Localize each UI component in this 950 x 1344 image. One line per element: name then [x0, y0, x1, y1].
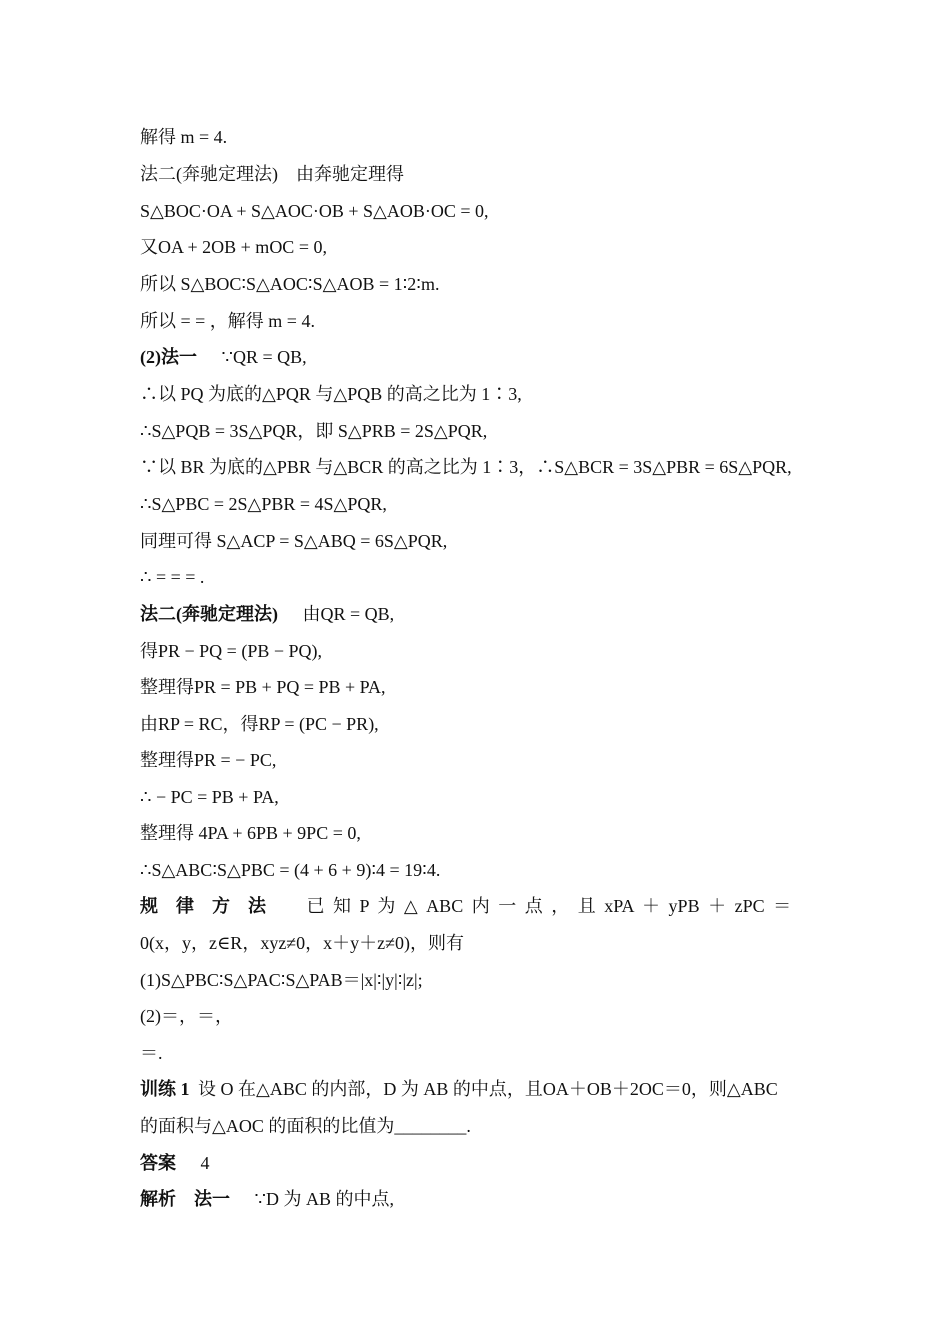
- text-line: 法二(奔驰定理法) 由奔驰定理得: [140, 164, 404, 184]
- text-line: 整理得PR = − PC,: [140, 750, 277, 770]
- answer-label: 答案: [140, 1153, 176, 1173]
- text-line: 又OA + 2OB + mOC = 0,: [140, 237, 327, 257]
- text-line: ∴ = = = .: [140, 567, 205, 587]
- text-line: (2)＝，＝，: [140, 1006, 233, 1026]
- answer-value: 4: [200, 1153, 210, 1173]
- exercise-label: 训练 1: [140, 1079, 190, 1099]
- text-line: [140, 1149, 812, 1177]
- text-line: 整理得 4PA + 6PB + 9PC = 0,: [140, 823, 361, 843]
- text-line: 的面积与△AOC 的面积的比值为________.: [140, 1116, 471, 1136]
- text-line: 同理可得 S△ACP = S△ABQ = 6S△PQR,: [140, 531, 448, 551]
- text-line: ∵以 BR 为底的△PBR 与△BCR 的高之比为 1∶3，∴S△BCR = 3S△PBR = 6S△PQR,: [140, 457, 792, 477]
- analysis-label: 解析 法一: [140, 1189, 230, 1209]
- text-line: 得PR − PQ = (PB − PQ),: [140, 641, 322, 661]
- text-line: ＝.: [140, 1043, 163, 1063]
- text-line: 所以 = = ，解得 m = 4.: [140, 311, 315, 331]
- method-label: (2)法一: [140, 347, 197, 367]
- text-line: 法二(奔驰定理法) 由QR = QB,: [140, 604, 395, 624]
- text-line: ∴S△PBC = 2S△PBR = 4S△PQR,: [140, 494, 387, 514]
- text-line: 所以 S△BOC∶S△AOC∶S△AOB = 1∶2∶m.: [140, 274, 440, 294]
- text-line: ∴ − PC = PB + PA,: [140, 787, 279, 807]
- text-line: 整理得PR = PB + PQ = PB + PA,: [140, 677, 386, 697]
- text-line: 训练 1 设 O 在△ABC 的内部，D 为 AB 的中点，且OA＋OB＋2OC＝0，则△ABC: [140, 1079, 778, 1099]
- text-line: 解得 m = 4.: [140, 127, 228, 147]
- method-label: 法二(奔驰定理法): [140, 604, 278, 624]
- rule-label: 规 律 方 法: [140, 896, 266, 916]
- text-line: (1)S△PBC∶S△PAC∶S△PAB＝|x|∶|y|∶|z|;: [140, 970, 423, 990]
- text-line: S△BOC·OA + S△AOC·OB + S△AOB·OC = 0,: [140, 201, 489, 221]
- text-line: ∴以 PQ 为底的△PQR 与△PQB 的高之比为 1∶3,: [140, 384, 522, 404]
- text-line: (2)法一 ∵QR = QB,: [140, 347, 307, 367]
- text-line: 解析 法一 ∵D 为 AB 的中点,: [140, 1189, 394, 1209]
- text-line: ∴S△ABC∶S△PBC = (4 + 6 + 9)∶4 = 19∶4.: [140, 860, 441, 880]
- text-line: 由RP = RC，得RP = (PC − PR),: [140, 714, 379, 734]
- text-line: ∴S△PQB = 3S△PQR，即 S△PRB = 2S△PQR,: [140, 421, 488, 441]
- text-line: 0(x，y，z∈R，xyz≠0，x＋y＋z≠0)，则有: [140, 933, 465, 953]
- text-line: 规 律 方 法 已 知 P 为 △ ABC 内 一 点 ， 且 xPA ＋ yPB ＋ zPC ＝: [140, 896, 792, 916]
